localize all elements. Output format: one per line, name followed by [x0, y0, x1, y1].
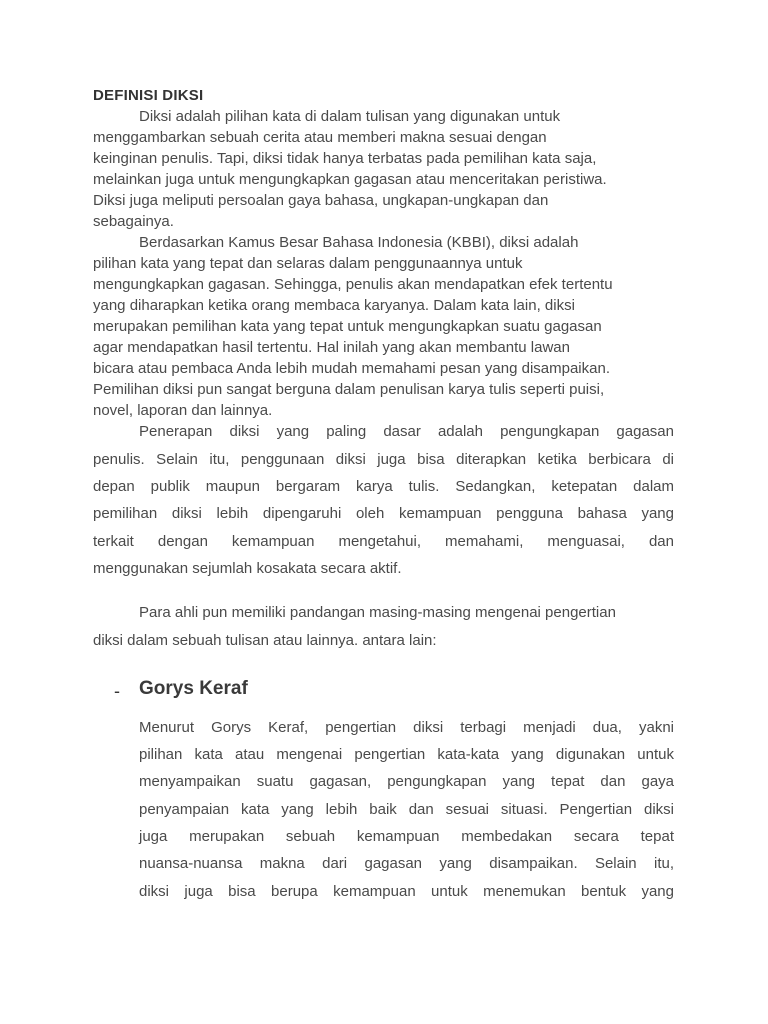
paragraph-line: sebagainya. [93, 213, 174, 230]
paragraph-line: terkait dengan kemampuan mengetahui, memahami, menguasai, dan [93, 533, 674, 550]
paragraph-line: pilihan kata yang tepat dan selaras dalam penggunaannya untuk [93, 255, 523, 272]
paragraph-line: menyampaikan suatu gagasan, pengungkapan yang tepat dan gaya [139, 773, 674, 790]
paragraph-line: diksi juga bisa berupa kemampuan untuk menemukan bentuk yang [139, 883, 674, 900]
paragraph-line: merupakan pemilihan kata yang tepat untuk mengungkapkan suatu gagasan [93, 318, 602, 335]
paragraph-line: agar mendapatkan hasil tertentu. Hal inilah yang akan membantu lawan [93, 339, 570, 356]
paragraph-line: Berdasarkan Kamus Besar Bahasa Indonesia (KBBI), diksi adalah [139, 234, 579, 251]
list-bullet: - [114, 681, 120, 701]
paragraph-line: bicara atau pembaca Anda lebih mudah memahami pesan yang disampaikan. [93, 360, 610, 377]
paragraph-line: Para ahli pun memiliki pandangan masing-masing mengenai pengertian [139, 604, 616, 621]
paragraph-line: Diksi juga meliputi persoalan gaya bahasa, ungkapan-ungkapan dan [93, 192, 549, 209]
paragraph-line: menggambarkan sebuah cerita atau memberi makna sesuai dengan [93, 129, 547, 146]
paragraph-line: Menurut Gorys Keraf, pengertian diksi terbagi menjadi dua, yakni [139, 719, 674, 736]
paragraph-line: Diksi adalah pilihan kata di dalam tulisan yang digunakan untuk [139, 108, 561, 125]
paragraph-line: melainkan juga untuk mengungkapkan gagasan atau menceritakan peristiwa. [93, 171, 607, 188]
paragraph-line: penyampaian kata yang lebih baik dan sesuai situasi. Pengertian diksi [139, 801, 674, 818]
paragraph-line: Penerapan diksi yang paling dasar adalah pengungkapan gagasan [139, 423, 674, 440]
paragraph-line: diksi dalam sebuah tulisan atau lainnya. antara lain: [93, 632, 437, 649]
paragraph-line: pilihan kata atau mengenai pengertian kata-kata yang digunakan untuk [139, 746, 674, 763]
paragraph-line: penulis. Selain itu, penggunaan diksi juga bisa diterapkan ketika berbicara di [93, 451, 674, 468]
paragraph-line: menggunakan sejumlah kosakata secara aktif. [93, 560, 402, 577]
paragraph-line: nuansa-nuansa makna dari gagasan yang disampaikan. Selain itu, [139, 855, 674, 872]
paragraph-line: juga merupakan sebuah kemampuan membedakan secara tepat [139, 828, 674, 845]
paragraph-line: depan publik maupun bergaram karya tulis. Sedangkan, ketepatan dalam [93, 478, 674, 495]
paragraph-line: mengungkapkan gagasan. Sehingga, penulis akan mendapatkan efek tertentu [93, 276, 613, 293]
paragraph-line: Pemilihan diksi pun sangat berguna dalam penulisan karya tulis seperti puisi, [93, 381, 605, 398]
paragraph-line: novel, laporan dan lainnya. [93, 402, 273, 419]
paragraph-line: pemilihan diksi lebih dipengaruhi oleh kemampuan pengguna bahasa yang [93, 505, 674, 522]
paragraph-line: yang diharapkan ketika orang membaca karyanya. Dalam kata lain, diksi [93, 297, 575, 314]
document-title: DEFINISI DIKSI [93, 87, 204, 104]
section-heading: Gorys Keraf [139, 678, 248, 699]
paragraph-line: keinginan penulis. Tapi, diksi tidak hanya terbatas pada pemilihan kata saja, [93, 150, 597, 167]
